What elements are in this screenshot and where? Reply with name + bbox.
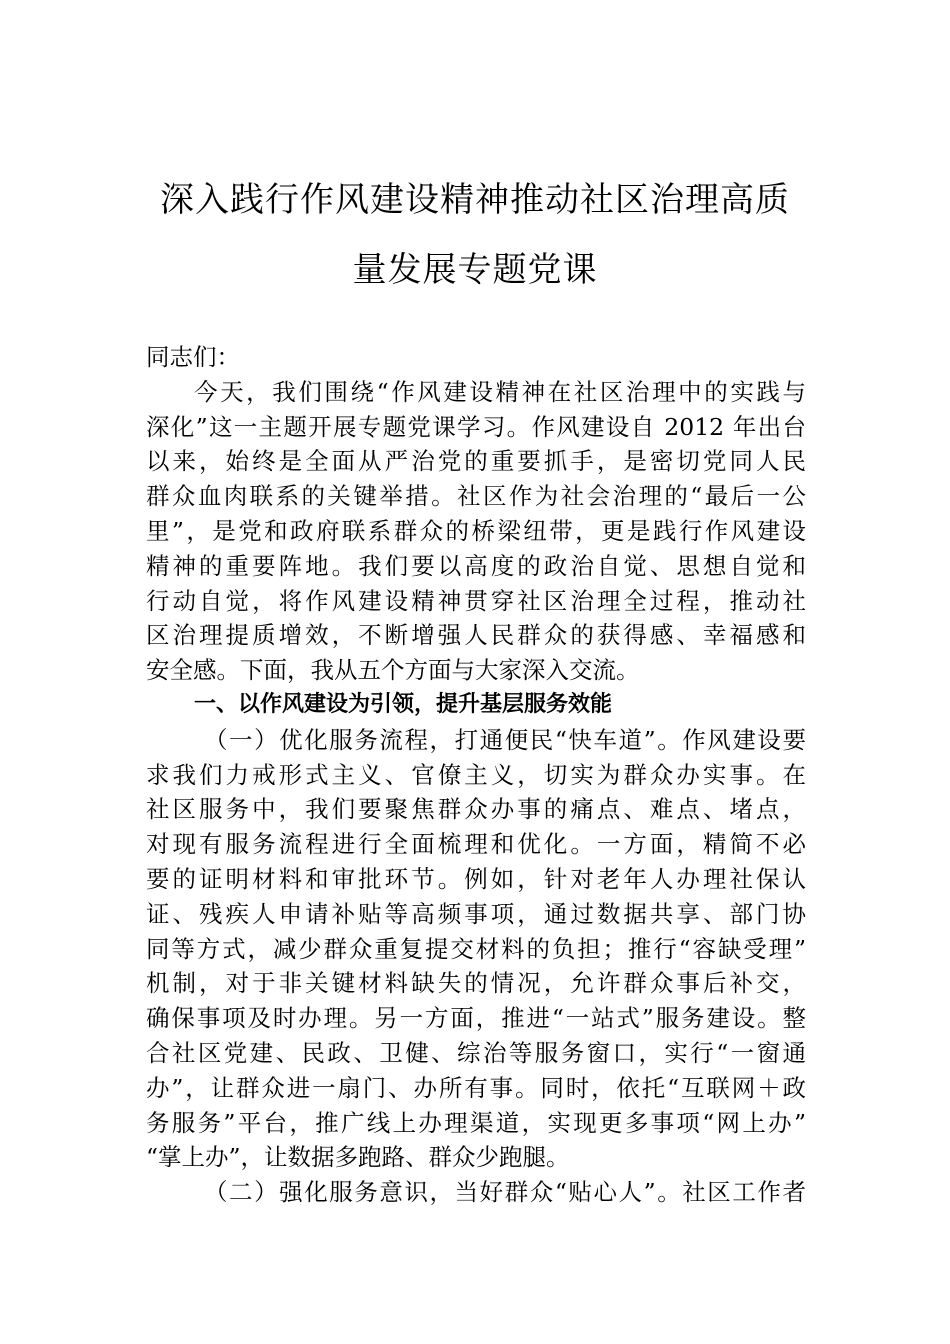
- document-title-line-2: 量发展专题党课: [352, 250, 598, 290]
- paragraph-line: 行动自觉，将作风建设精神贯穿社区治理全过程，推动社: [146, 586, 806, 615]
- document-title-line-1: 深入践行作风建设精神推动社区治理高质: [160, 180, 790, 220]
- paragraph-line: 今天，我们围绕“作风建设精神在社区治理中的实践与: [194, 377, 806, 406]
- paragraph-line: 证、残疾人申请补贴等高频事项，通过数据共享、部门协: [146, 899, 806, 928]
- paragraph-line: 务服务”平台，推广线上办理渠道，实现更多事项“网上办”: [146, 1108, 806, 1137]
- paragraph-line: 深化”这一主题开展专题党课学习。作风建设自 2012 年出台: [146, 412, 806, 441]
- paragraph-line: 群众血肉联系的关键举措。社区作为社会治理的“最后一公: [146, 482, 806, 511]
- paragraph-line: 机制，对于非关键材料缺失的情况，允许群众事后补交，: [146, 969, 806, 998]
- paragraph-line: 确保事项及时办理。另一方面，推进“一站式”服务建设。整: [146, 1004, 806, 1033]
- paragraph-line: 同等方式，减少群众重复提交材料的负担；推行“容缺受理”: [146, 934, 806, 963]
- document-body: [146, 340, 806, 1210]
- paragraph-line: 区治理提质增效，不断增强人民群众的获得感、幸福感和: [146, 621, 806, 650]
- paragraph-line: （一）优化服务流程，打通便民“快车道”。作风建设要: [204, 725, 806, 754]
- paragraph-line: “掌上办”，让数据多跑路、群众少跑腿。: [146, 1143, 570, 1172]
- paragraph-line: （二）强化服务意识，当好群众“贴心人”。社区工作者: [204, 1178, 806, 1207]
- paragraph-line: 社区服务中，我们要聚焦群众办事的痛点、难点、堵点，: [146, 795, 806, 824]
- paragraph-line: 办”，让群众进一扇门、办所有事。同时，依托“互联网＋政: [146, 1073, 806, 1102]
- paragraph-line: 合社区党建、民政、卫健、综治等服务窗口，实行“一窗通: [146, 1038, 806, 1067]
- paragraph-line: 要的证明材料和审批环节。例如，针对老年人办理社保认: [146, 864, 806, 893]
- paragraph-line: 里”，是党和政府联系群众的桥梁纽带，更是践行作风建设: [146, 516, 806, 545]
- paragraph-line: 求我们力戒形式主义、官僚主义，切实为群众办实事。在: [146, 760, 806, 789]
- paragraph-line: 精神的重要阵地。我们要以高度的政治自觉、思想自觉和: [146, 551, 806, 580]
- salutation: 同志们：: [146, 343, 240, 371]
- paragraph-line: 以来，始终是全面从严治党的重要抓手，是密切党同人民: [146, 447, 806, 476]
- section-heading: 一、以作风建设为引领，提升基层服务效能: [194, 691, 613, 717]
- paragraph-line: 对现有服务流程进行全面梳理和优化。一方面，精简不必: [146, 830, 806, 859]
- paragraph-line: 安全感。下面，我从五个方面与大家深入交流。: [146, 656, 640, 685]
